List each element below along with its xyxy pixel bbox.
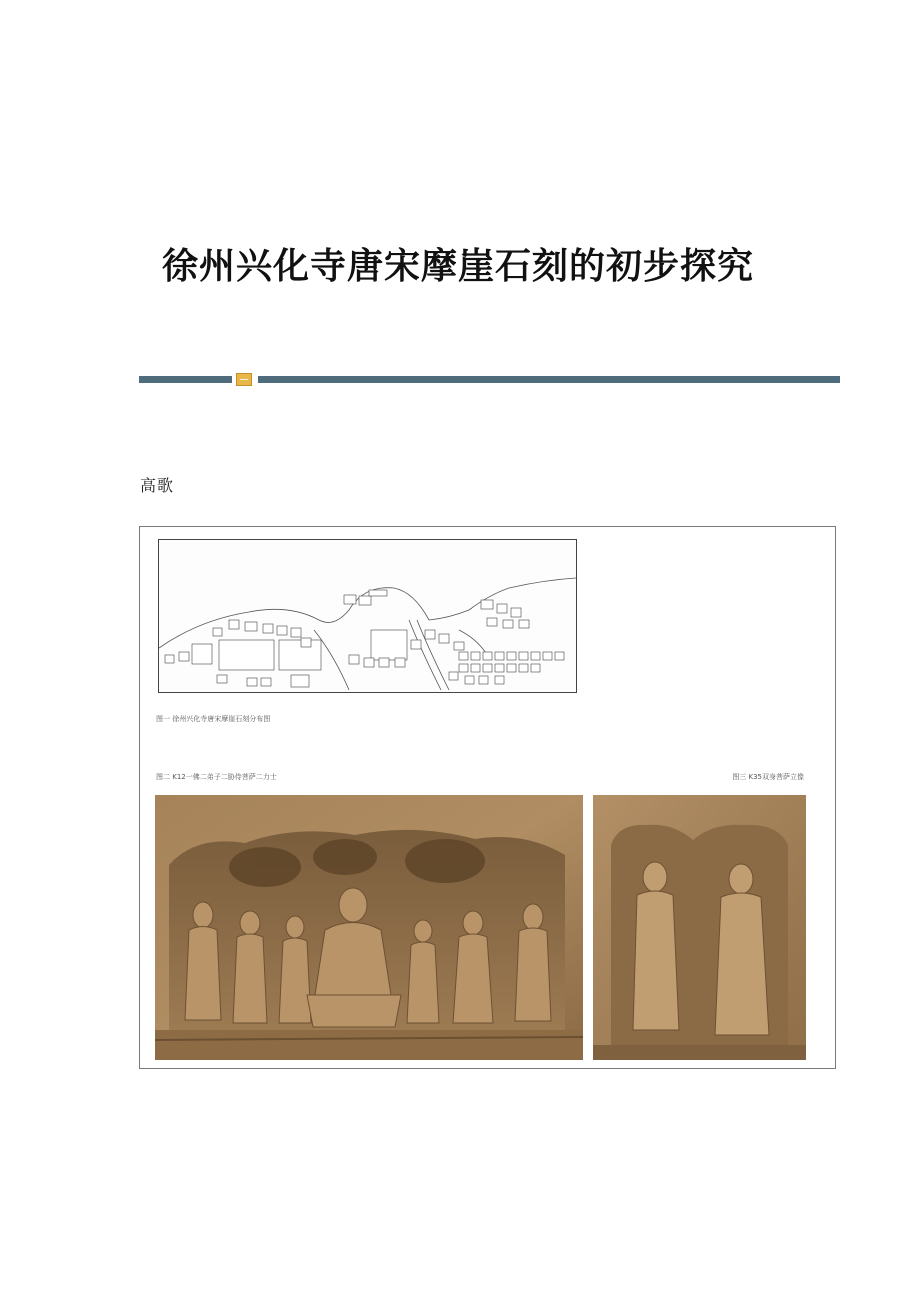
divider-bar-left	[139, 376, 232, 383]
document-title: 徐州兴化寺唐宋摩崖石刻的初步探究	[162, 245, 755, 288]
divider-bar-right	[258, 376, 840, 383]
relief-photo-k35	[593, 795, 806, 1060]
document-emblem-icon	[236, 373, 252, 386]
figure-panel	[139, 526, 836, 1069]
distribution-map	[158, 539, 577, 693]
figure-caption-map: 图一 徐州兴化寺唐宋摩崖石刻分布图	[156, 715, 271, 723]
figure-caption-photo-left: 图二 K12一佛二弟子二胁侍菩萨二力士	[156, 773, 277, 781]
distribution-map-drawing	[159, 540, 576, 692]
relief-photo-k12	[155, 795, 583, 1060]
figure-caption-photo-right: 图三 K35双身菩萨立像	[732, 773, 804, 781]
author-name: 高歌	[140, 476, 175, 495]
